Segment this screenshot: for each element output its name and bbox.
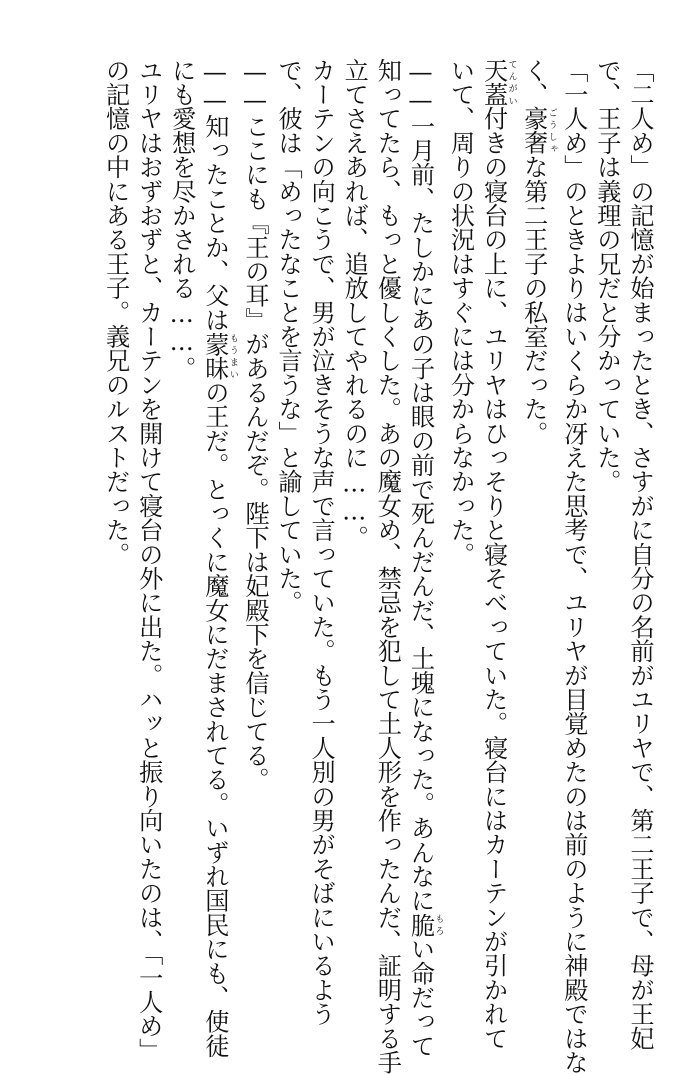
text-line-15: ユリヤはおずおずと、カーテンを開けて寝台の外に出た。ハッと振り向いたのは、「一人め」 — [134, 58, 163, 1063]
text-line-9: 立てさえあれば、追放してやれるのに……。 — [340, 58, 369, 550]
text-segment: の王だ。とっくに魔女にだまされてる。いずれ国民にも、使徒 — [200, 380, 229, 1058]
text-segment: い命だって — [406, 936, 435, 1058]
text-line-10: カーテンの向こうで、男が泣きそうな声で言っていた。もう一人別の男がそばにいるよう — [307, 58, 336, 1026]
text-line-7 — [403, 58, 444, 1058]
text-segment: ——知ったことか、父は — [200, 58, 229, 332]
text-line-11: で、彼は「めったなことを言うな」と諭していた。 — [274, 58, 303, 615]
ruby-reading: もうまい — [227, 331, 238, 381]
ruby-reading: てんがい — [506, 58, 517, 107]
text-line-12: ——ここにも『王の耳』があるんだぞ。陛下は妃殿下を信じてる。 — [240, 58, 269, 792]
text-line-5 — [477, 58, 517, 1051]
text-line-8: 知ってたら、もっと優しくした。あの魔女め、禁忌を犯して土人形を作ったんだ、証明する手 — [373, 58, 402, 1074]
text-line-4 — [517, 58, 557, 958]
ruby-reading: もろ — [433, 912, 444, 937]
text-line-2: で、王子は義理の兄だと分かっていた。 — [592, 58, 621, 494]
vertical-text-body — [99, 58, 657, 1074]
text-line-3: 「一人め」のときよりはいくらか冴えた思考で、ユリヤが目覚めたのは前のように神殿ではな — [559, 58, 588, 1074]
text-line-13 — [198, 58, 238, 1058]
text-segment: ——一月前、たしかにあの子は眼の前で死んだんだ、土塊になった。あんなに — [406, 58, 435, 913]
text-line-1: 「二人め」の記憶が始まったとき、さすがに自分の名前がユリヤで、第二王子で、母が王妃 — [626, 58, 654, 1051]
text-line-6: いて、周りの状況はすぐには分からなかった。 — [446, 58, 475, 567]
ruby-moumai: 蒙昧 もうまい — [200, 331, 238, 381]
text-segment: 付きの寝台の上に、ユリヤはひっそりと寝そべっていた。寝台にはカーテンが引かれて — [479, 106, 508, 1051]
ruby-tengai: 天蓋 てんがい — [479, 58, 517, 107]
ruby-moro: 脆 もろ — [406, 912, 444, 937]
text-segment: な第二王子の私室だった。 — [519, 154, 548, 446]
ruby-goushya: 豪奢 ごうしゃ — [519, 106, 557, 155]
ruby-reading: ごうしゃ — [546, 106, 557, 155]
text-line-16: の記憶の中にある王子。義兄のルストだった。 — [101, 58, 130, 567]
text-segment: く、 — [519, 58, 548, 107]
text-line-14: にも愛想を尽かされる……。 — [167, 58, 196, 381]
